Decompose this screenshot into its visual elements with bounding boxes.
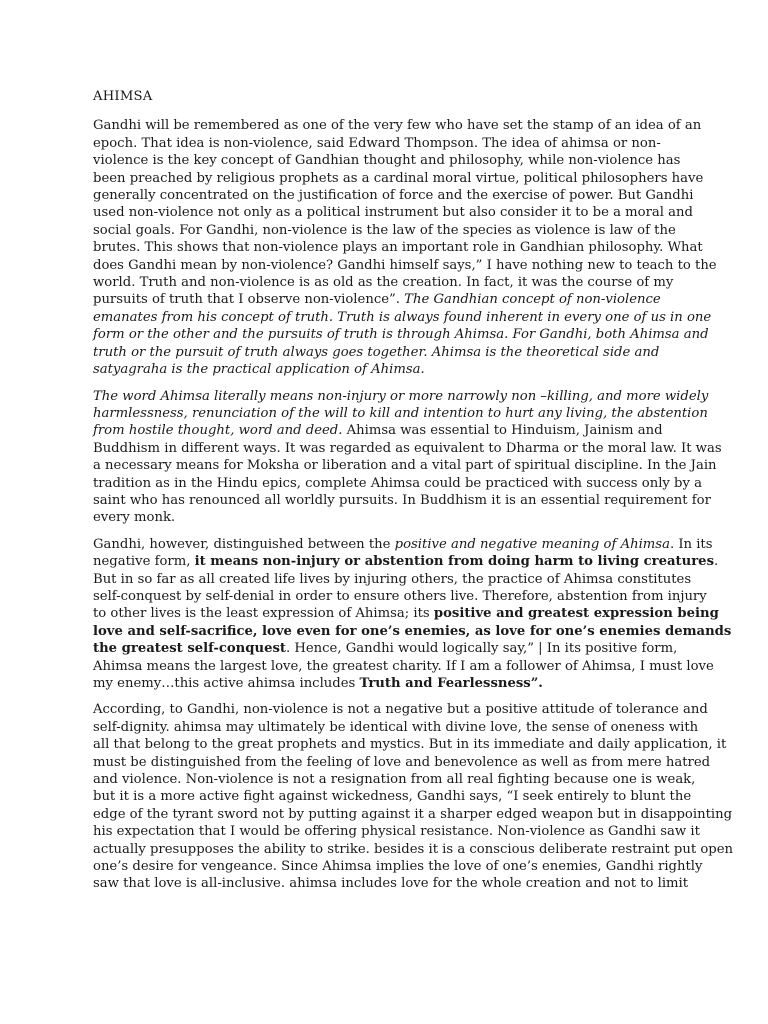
- text-line: [93, 736, 727, 753]
- text-run: pursuits of truth that I observe non-violence”.: [93, 292, 405, 308]
- text-line: [93, 640, 677, 657]
- text-line: [93, 788, 692, 805]
- text-run: actually presupposes the ability to strike. besides it is a conscious deliberate restraint put open: [93, 841, 734, 857]
- text-run: a necessary means for Moksha or liberation and a vital part of spiritual discipline. In the Jain: [93, 458, 717, 474]
- text-line: [93, 388, 709, 405]
- text-run: tradition as in the Hindu epics, complete Ahimsa could be practiced with success only by a: [93, 475, 703, 491]
- bold-text: the greatest self-conquest: [93, 641, 286, 657]
- paragraph: [93, 536, 732, 693]
- text-line: [93, 405, 708, 422]
- text-line: [93, 204, 693, 221]
- text-line: [93, 658, 714, 675]
- text-run: . In its: [669, 536, 713, 552]
- text-run: Buddhism in different ways. It was regarded as equivalent to Dharma or the moral law. It was: [93, 440, 722, 456]
- text-line: [93, 187, 694, 204]
- text-run: edge of the tyrant sword not by putting against it a sharper edged weapon but in disappointing: [93, 806, 733, 822]
- text-run: saw that love is all-inclusive. ahimsa includes love for the whole creation and not to limit: [93, 876, 689, 892]
- text-line: [93, 170, 704, 187]
- text-run: been preached by religious prophets as a cardinal moral virtue, political philosophers have: [93, 170, 704, 186]
- text-line: [93, 875, 689, 892]
- text-line: [93, 509, 677, 526]
- text-run: one’s desire for vengeance. Since Ahimsa implies the love of one’s enemies, Gandhi rightly: [93, 859, 703, 875]
- text-line: [93, 623, 732, 640]
- text-line: [93, 291, 677, 308]
- bold-text: positive and greatest expression being: [433, 606, 719, 622]
- paragraph: [93, 388, 722, 527]
- text-line: [93, 588, 707, 605]
- text-run: but it is a more active fight against wickedness, Gandhi says, “I seek entirely to blunt the: [93, 789, 692, 805]
- text-line: [93, 344, 677, 361]
- text-line: [93, 222, 677, 239]
- paragraph: [93, 701, 734, 892]
- text-run: must be distinguished from the feeling of love and benevolence as well as from mere hatred: [93, 754, 711, 770]
- text-line: [93, 422, 677, 439]
- italic-text: positive and negative meaning of Ahimsa: [394, 536, 670, 552]
- text-line: [93, 274, 677, 291]
- text-run: violence is the key concept of Gandhian thought and philosophy, while non-violence has: [93, 153, 681, 169]
- text-run: world. Truth and non-violence is as old as the creation. In fact, it was the course of my: [93, 275, 674, 291]
- paragraph: [93, 117, 717, 378]
- text-run: According, to Gandhi, non-violence is not a negative but a positive attitude of tolerance and: [93, 702, 708, 718]
- text-run: self-conquest by self-denial in order to ensure others live. Therefore, abstention from injury: [93, 588, 707, 604]
- text-line: [93, 841, 734, 858]
- italic-text: from hostile thought, word and deed.: [93, 423, 343, 439]
- text-run: every monk.: [93, 510, 176, 526]
- bold-text: love and self-sacrifice, love even for one’s enemies, as love for one’s enemies demands: [93, 623, 732, 639]
- text-run: . Hence, Gandhi would logically say,” | In its positive form,: [285, 641, 678, 657]
- text-line: [93, 719, 699, 736]
- italic-text: harmlessness, renunciation of the will to kill and intention to hurt any living, the abstention: [93, 405, 708, 421]
- text-run: does Gandhi mean by non-violence? Gandhi himself says,” I have nothing new to teach to the: [93, 257, 717, 273]
- text-run: Ahimsa means the largest love, the greatest charity. If I am a follower of Ahimsa, I must love: [93, 658, 714, 674]
- text-line: [93, 475, 703, 492]
- text-run: .: [714, 554, 719, 570]
- text-line: [93, 858, 703, 875]
- text-run: all that belong to the great prophets and mystics. But in its immediate and daily application, it: [93, 737, 727, 753]
- bold-text: it means non-injury or abstention from doing harm to living creatures: [194, 554, 714, 570]
- italic-text: truth or the pursuit of truth always goes together. Ahimsa is the theoretical side and: [93, 344, 660, 360]
- text-run: Gandhi will be remembered as one of the very few who have set the stamp of an idea of an: [93, 118, 702, 134]
- text-run: But in so far as all created life lives by injuring others, the practice of Ahimsa constitutes: [93, 571, 692, 587]
- bold-text: Truth and Fearlessness”.: [359, 676, 543, 691]
- text-run: negative form,: [93, 554, 195, 570]
- text-line: [93, 152, 681, 169]
- text-run: Ahimsa was essential to Hinduism, Jainism and: [342, 423, 663, 439]
- italic-text: The Gandhian concept of non-violence: [404, 292, 661, 308]
- document-title: AHIMSA: [93, 89, 153, 104]
- document-page: [93, 88, 734, 902]
- text-run: epoch. That idea is non-violence, said Edward Thompson. The idea of ahimsa or non-: [93, 135, 661, 151]
- text-run: and violence. Non-violence is not a resignation from all real fighting because one is weak,: [93, 772, 696, 788]
- text-run: self-dignity. ahimsa may ultimately be identical with divine love, the sense of oneness with: [93, 719, 699, 735]
- text-line: [93, 806, 733, 823]
- text-line: [93, 361, 677, 378]
- text-run: used non-violence not only as a political instrument but also consider it to be a moral and: [93, 205, 693, 221]
- text-run: saint who has renounced all worldly pursuits. In Buddhism it is an essential requirement for: [93, 492, 711, 508]
- text-line: [93, 823, 700, 840]
- text-line: [93, 571, 692, 588]
- text-run: his expectation that I would be offering physical resistance. Non-violence as Gandhi saw it: [93, 824, 700, 840]
- text-line: [93, 257, 717, 274]
- text-line: [93, 701, 708, 718]
- text-line: [93, 771, 696, 788]
- text-run: generally concentrated on the justification of force and the exercise of power. But Gandhi: [93, 188, 694, 204]
- text-line: [93, 605, 719, 622]
- text-line: [93, 440, 722, 457]
- text-line: [93, 457, 717, 474]
- text-line: [93, 239, 703, 256]
- text-run: Gandhi, however, distinguished between the: [93, 536, 395, 552]
- italic-text: emanates from his concept of truth. Truth is always found inherent in every one of us in one: [93, 309, 712, 325]
- text-line: [93, 326, 709, 343]
- text-run: social goals. For Gandhi, non-violence is the law of the species as violence is law of the: [93, 222, 676, 238]
- text-run: my enemy…this active ahimsa includes: [93, 676, 360, 691]
- italic-text: form or the other and the pursuits of truth is through Ahimsa. For Gandhi, both Ahimsa and: [93, 327, 709, 343]
- text-line: [93, 675, 677, 692]
- text-line: [93, 754, 711, 771]
- text-line: [93, 135, 677, 152]
- text-line: [93, 117, 702, 134]
- italic-text: The word Ahimsa literally means non-injury or more narrowly non –killing, and more widely: [93, 388, 709, 404]
- text-line: [93, 553, 719, 570]
- italic-text: satyagraha is the practical application of Ahimsa.: [93, 362, 425, 378]
- text-line: [93, 536, 713, 553]
- text-run: to other lives is the least expression of Ahimsa; its: [93, 606, 434, 622]
- text-run: brutes. This shows that non-violence plays an important role in Gandhian philosophy. What: [93, 240, 703, 256]
- text-line: [93, 309, 712, 326]
- text-line: [93, 492, 711, 509]
